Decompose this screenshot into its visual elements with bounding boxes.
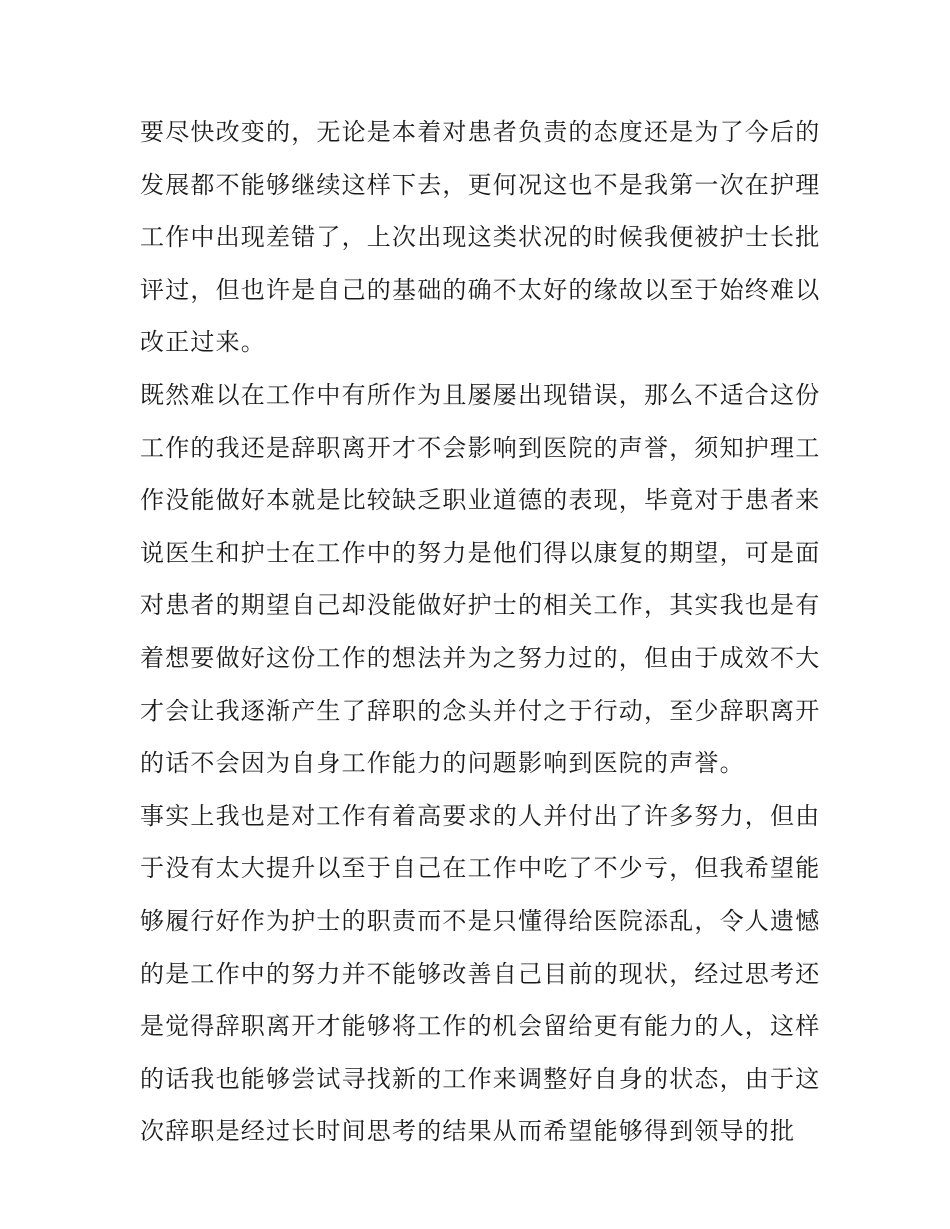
text-line: 于没有太大提升以至于自己在工作中吃了不少亏，但我希望能 bbox=[140, 854, 820, 883]
text-line: 说医生和护士在工作中的努力是他们得以康复的期望，可是面 bbox=[140, 538, 820, 567]
text-line: 要尽快改变的，无论是本着对患者负责的态度还是为了今后的 bbox=[140, 118, 820, 146]
text-line: 的话我也能够尝试寻找新的工作来调整好自身的状态，由于这 bbox=[140, 1064, 820, 1093]
text-line: 发展都不能够继续这样下去，更何况这也不是我第一次在护理 bbox=[140, 170, 820, 199]
text-line: 工作中出现差错了，上次出现这类状况的时候我便被护士长批 bbox=[140, 223, 820, 252]
text-line: 才会让我逐渐产生了辞职的念头并付之于行动，至少辞职离开 bbox=[140, 696, 820, 725]
text-line: 的话不会因为自身工作能力的问题影响到医院的声誉。 bbox=[140, 749, 745, 778]
text-line: 是觉得辞职离开才能够将工作的机会留给更有能力的人，这样 bbox=[140, 1012, 820, 1041]
body-text bbox=[140, 106, 820, 1158]
text-line: 评过，但也许是自己的基础的确不太好的缘故以至于始终难以 bbox=[140, 275, 820, 304]
text-line: 的是工作中的努力并不能够改善自己目前的现状，经过思考还 bbox=[140, 959, 820, 988]
text-line: 够履行好作为护士的职责而不是只懂得给医院添乱，令人遗憾 bbox=[140, 906, 820, 935]
text-line: 次辞职是经过长时间思考的结果从而希望能够得到领导的批 bbox=[140, 1117, 796, 1146]
text-line: 工作的我还是辞职离开才不会影响到医院的声誉，须知护理工 bbox=[140, 433, 820, 462]
text-line: 作没能做好本就是比较缺乏职业道德的表现，毕竟对于患者来 bbox=[140, 486, 820, 515]
text-line: 事实上我也是对工作有着高要求的人并付出了许多努力，但由 bbox=[140, 801, 820, 830]
text-line: 既然难以在工作中有所作为且屡屡出现错误，那么不适合这份 bbox=[140, 380, 820, 409]
text-line: 着想要做好这份工作的想法并为之努力过的，但由于成效不大 bbox=[140, 643, 820, 672]
text-line: 对患者的期望自己却没能做好护士的相关工作，其实我也是有 bbox=[140, 591, 820, 620]
text-line: 改正过来。 bbox=[140, 328, 266, 357]
